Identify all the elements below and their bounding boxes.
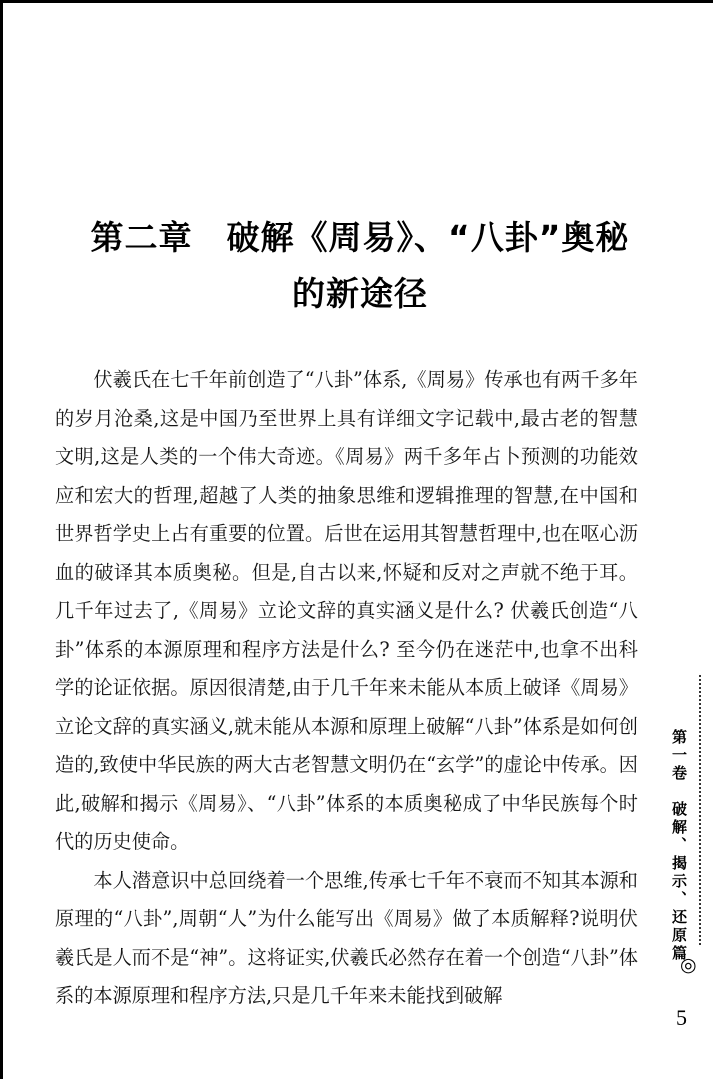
bullseye-icon: ◎ <box>680 954 697 976</box>
volume-label: 第一卷 破解、揭示、还原篇 <box>670 729 688 963</box>
body-text <box>55 361 638 1016</box>
left-border-rule <box>0 0 3 1079</box>
chapter-title-line-2: 的新途径 <box>292 274 428 313</box>
top-border-rule <box>0 0 713 3</box>
sidebar-dotted-rule <box>699 675 701 945</box>
paragraph-2: 本人潜意识中总回绕着一个思维,传承七千年不衰而不知其本源和原理的“八卦”,周朝“人”为什么能写出《周易》做了本质解释?说明伏羲氏是人而不是“神”。这将证实,伏羲氏必然存在着一个创造“八卦”体系的本源原理和程序方法,只是几千年来未能找到破解 <box>55 868 638 1007</box>
page-number: 5 <box>676 1005 687 1030</box>
paragraph-1: 伏羲氏在七千年前创造了“八卦”体系,《周易》传承也有两千多年的岁月沧桑,这是中国乃至世界上具有详细文字记载中,最古老的智慧文明,这是人类的一个伟大奇迹。《周易》两千多年占卜预测的功能效应和宏大的哲理,超越了人类的抽象思维和逻辑推理的智慧,在中国和世界哲学史上占有重要的位置。后世在运用其智慧哲理中,也在呕心沥血的破译其本质奥秘。但是,自古以来,怀疑和反对之声就不绝于耳。几千年过去了,《周易》立论文辞的真实涵义是什么? 伏羲氏创造“八卦”体系的本源原理和程序方法是什么? 至今仍在迷茫中,也拿不出科学的论证依据。原因很清楚,由于几千年来未能从本质上破译《周易》立论文辞的真实涵义,就未能从本源和原理上破解“八卦”体系是如何创造的,致使中华民族的两大古老智慧文明仍在“玄学”的虚论中传承。因此,破解和揭示《周易》、“八卦”体系的本质奥秘成了中华民族每个时代的历史使命。 <box>55 368 638 853</box>
chapter-title-line-1: 第二章 破解《周易》、“八卦”奥秘 <box>90 218 630 257</box>
